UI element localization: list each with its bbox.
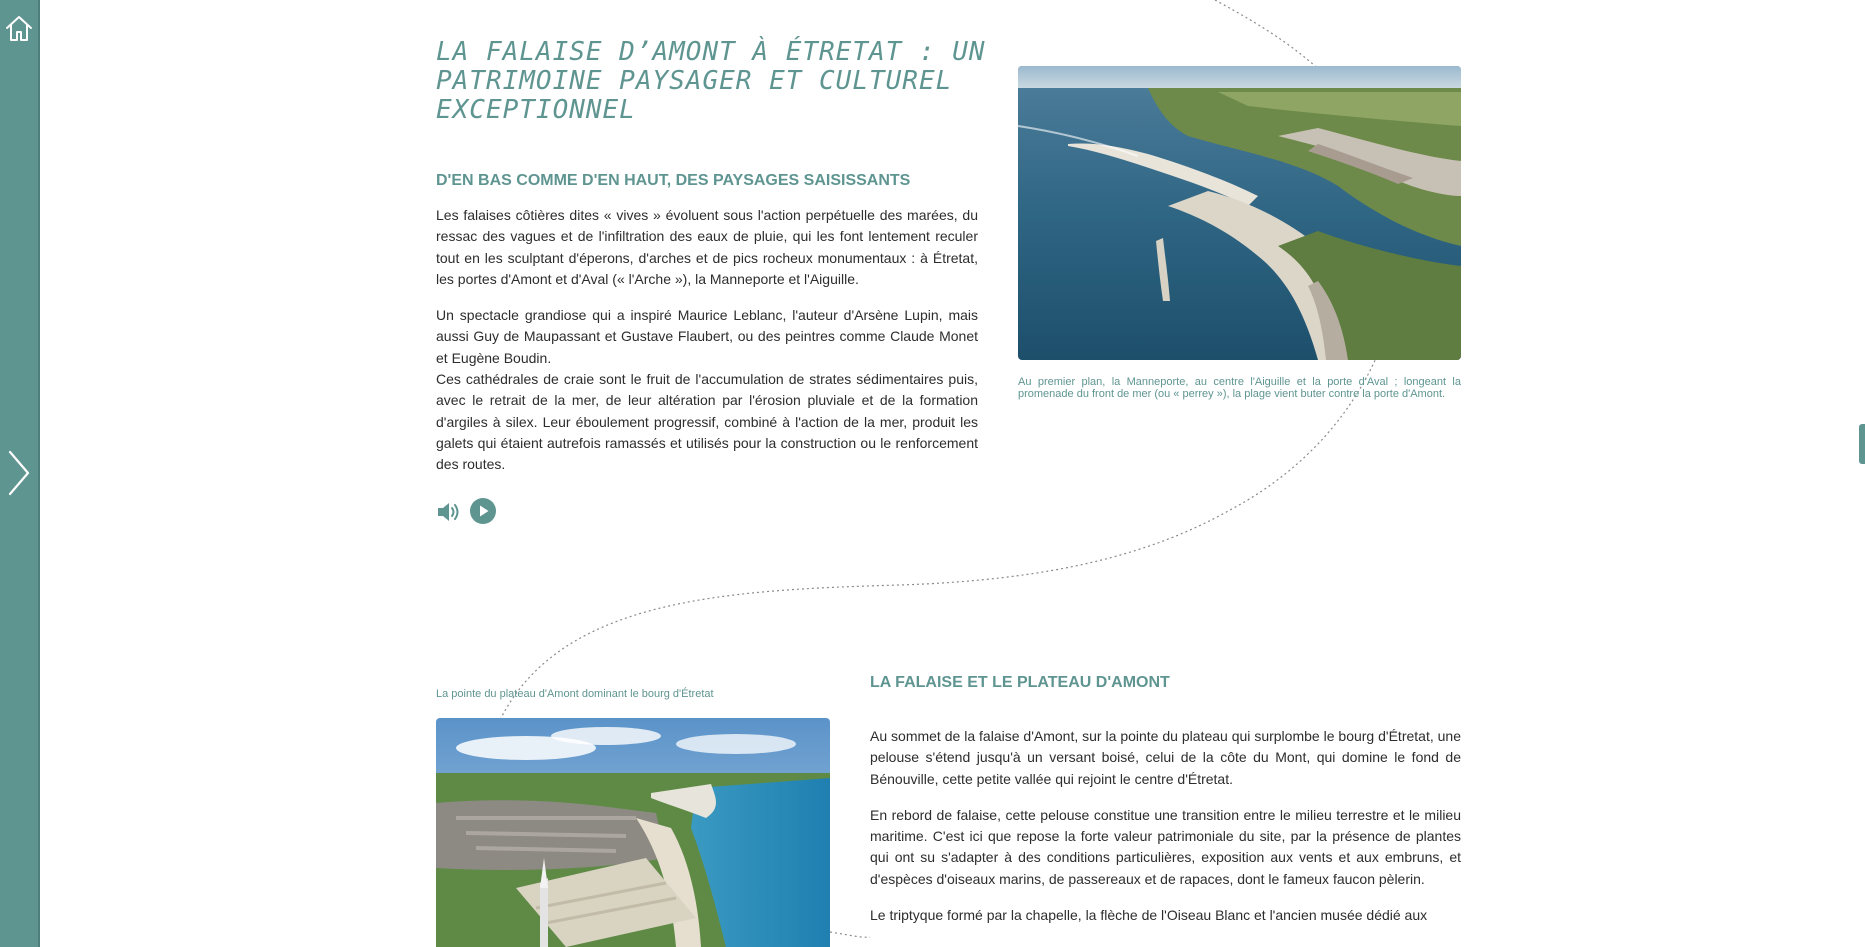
next-page-button[interactable] — [4, 448, 34, 498]
section-heading-landscapes: D'EN BAS COMME D'EN HAUT, DES PAYSAGES SAISISSANTS — [436, 172, 911, 189]
section1-body — [436, 205, 978, 491]
section2-paragraph: Au sommet de la falaise d'Amont, sur la pointe du plateau qui surplombe le bourg d'Étretat, une pelouse s'étend jusqu'à un versant boisé, celui de la côte du Mont, qui domine le fond de Bénouville, cette petite vallée qui rejoint le centre d'Étretat. — [870, 728, 1461, 787]
play-icon — [470, 498, 496, 524]
section2-paragraph: Le triptyque formé par la chapelle, la flèche de l'Oiseau Blanc et l'ancien musée dédié aux — [870, 907, 1428, 924]
photo-caption: Au premier plan, la Manneporte, au centre l'Aiguille et la porte d'Aval ; longeant la promenade du front de mer (ou « perrey »), la plage vient buter contre la porte d'Amont. — [1018, 376, 1461, 400]
scroll-position-indicator[interactable] — [1859, 424, 1865, 464]
home-button[interactable] — [3, 12, 35, 44]
section2-body — [870, 726, 1461, 941]
section-heading-plateau: LA FALAISE ET LE PLATEAU D'AMONT — [870, 674, 1170, 691]
speaker-button[interactable] — [436, 500, 462, 524]
section1-paragraph: Un spectacle grandiose qui a inspiré Maurice Leblanc, l'auteur d'Arsène Lupin, mais aussi Guy de Maupassant et Gustave Flaubert, ou des peintres comme Claude Monet et Eugène Boudin. — [436, 307, 978, 366]
section1-paragraph: Les falaises côtières dites « vives » évoluent sous l'action perpétuelle des marées, du ressac des vagues et de l'infiltration des eaux de pluie, qui les font lentement reculer tout en les sculptant d'éperons, d'arches et de pics rocheux monumentaux : à Étretat, les portes d'Amont et d'Aval (« l'Arche »), la Manneporte et l'Aiguille. — [436, 207, 978, 287]
side-navigation — [0, 0, 40, 947]
chevron-right-icon — [4, 448, 34, 498]
plateau-aerial-photo — [436, 718, 830, 947]
home-icon — [3, 12, 35, 44]
speaker-icon — [436, 500, 462, 524]
photo-caption: La pointe du plateau d'Amont dominant le bourg d'Étretat — [436, 688, 714, 700]
play-audio-button[interactable] — [470, 498, 496, 524]
section2-paragraph: En rebord de falaise, cette pelouse constitue une transition entre le milieu terrestre et le milieu maritime. C'est ici que repose la forte valeur patrimoniale du site, par la présence de plantes qui ont su s'adapter à des conditions particulières, exposition aux vents et aux embruns, et d'espèces d'oiseaux marins, de passereaux et de rapaces, dont le fameux faucon pèlerin. — [870, 806, 1461, 887]
section1-paragraph: Ces cathédrales de craie sont le fruit de l'accumulation de strates sédimentaires puis, avec le retrait de la mer, de leur altération par l'érosion pluviale et de la formation d'argiles à silex. Leur éboulement progressif, combiné à l'action de la mer, produit les galets qui étaient autrefois ramassés et utilisés pour la construction ou le renforcement des routes. — [436, 371, 978, 473]
cliffs-aerial-photo — [1018, 66, 1461, 360]
page-title: LA FALAISE D’AMONT À ÉTRETAT : UN PATRIMOINE PAYSAGER ET CULTUREL EXCEPTIONNEL — [436, 37, 986, 125]
